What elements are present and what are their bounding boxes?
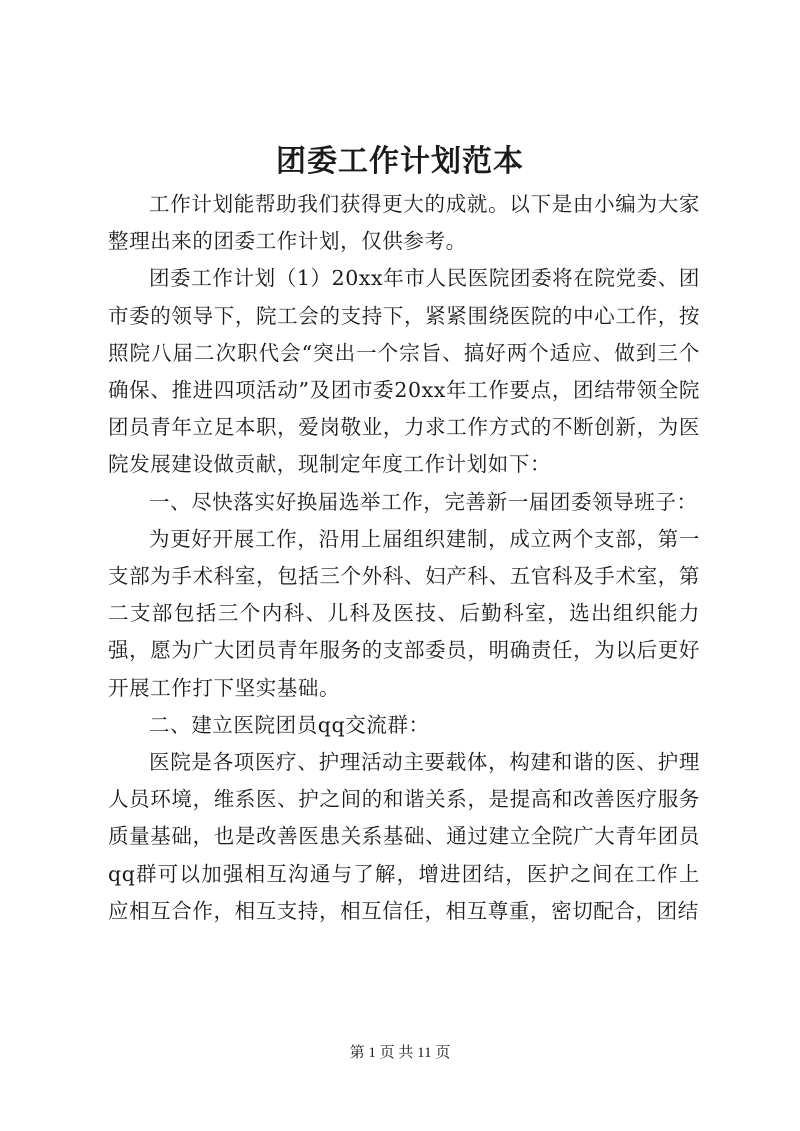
document-body bbox=[108, 186, 700, 930]
paragraph-intro: 工作计划能帮助我们获得更大的成就。以下是由小编为大家整理出来的团委工作计划，仅供参考。 bbox=[108, 192, 700, 254]
paragraph-section-2-body: 医院是各项医疗、护理活动主要载体，构建和谐的医、护理人员环境，维系医、护之间的和谐关系，是提高和改善医疗服务质量基础，也是改善医患关系基础、通过建立全院广大青年团员qq群可以加强相互沟通与了解，增进团结，医护之间在工作上应相互合作，相互支持，相互信任，相互尊重，密切配合，团结 bbox=[108, 750, 700, 923]
page-title: 团委工作计划范本 bbox=[276, 144, 524, 179]
paragraph-plan-overview: 团委工作计划（1）20xx年市人民医院团委将在院党委、团市委的领导下，院工会的支持下，紧紧围绕医院的中心工作，按照院八届二次职代会“突出一个宗旨、搞好两个适应、做到三个确保、推进四项活动”及团市委20xx年工作要点，团结带领全院团员青年立足本职，爱岗敬业，力求工作方式的不断创新，为医院发展建设做贡献，现制定年度工作计划如下： bbox=[108, 266, 700, 477]
paragraph-section-1-body: 为更好开展工作，沿用上届组织建制，成立两个支部，第一支部为手术科室，包括三个外科、妇产科、五官科及手术室，第二支部包括三个内科、儿科及医技、后勤科室，选出组织能力强，愿为广大团员青年服务的支部委员，明确责任，为以后更好开展工作打下坚实基础。 bbox=[108, 526, 700, 700]
paragraph-section-2-heading: 二、建立医院团员qq交流群： bbox=[149, 712, 430, 737]
page-number-footer: 第 1 页 共 11 页 bbox=[349, 1045, 451, 1061]
paragraph-section-1-heading: 一、尽快落实好换届选举工作，完善新一届团委领导班子： bbox=[149, 489, 698, 514]
